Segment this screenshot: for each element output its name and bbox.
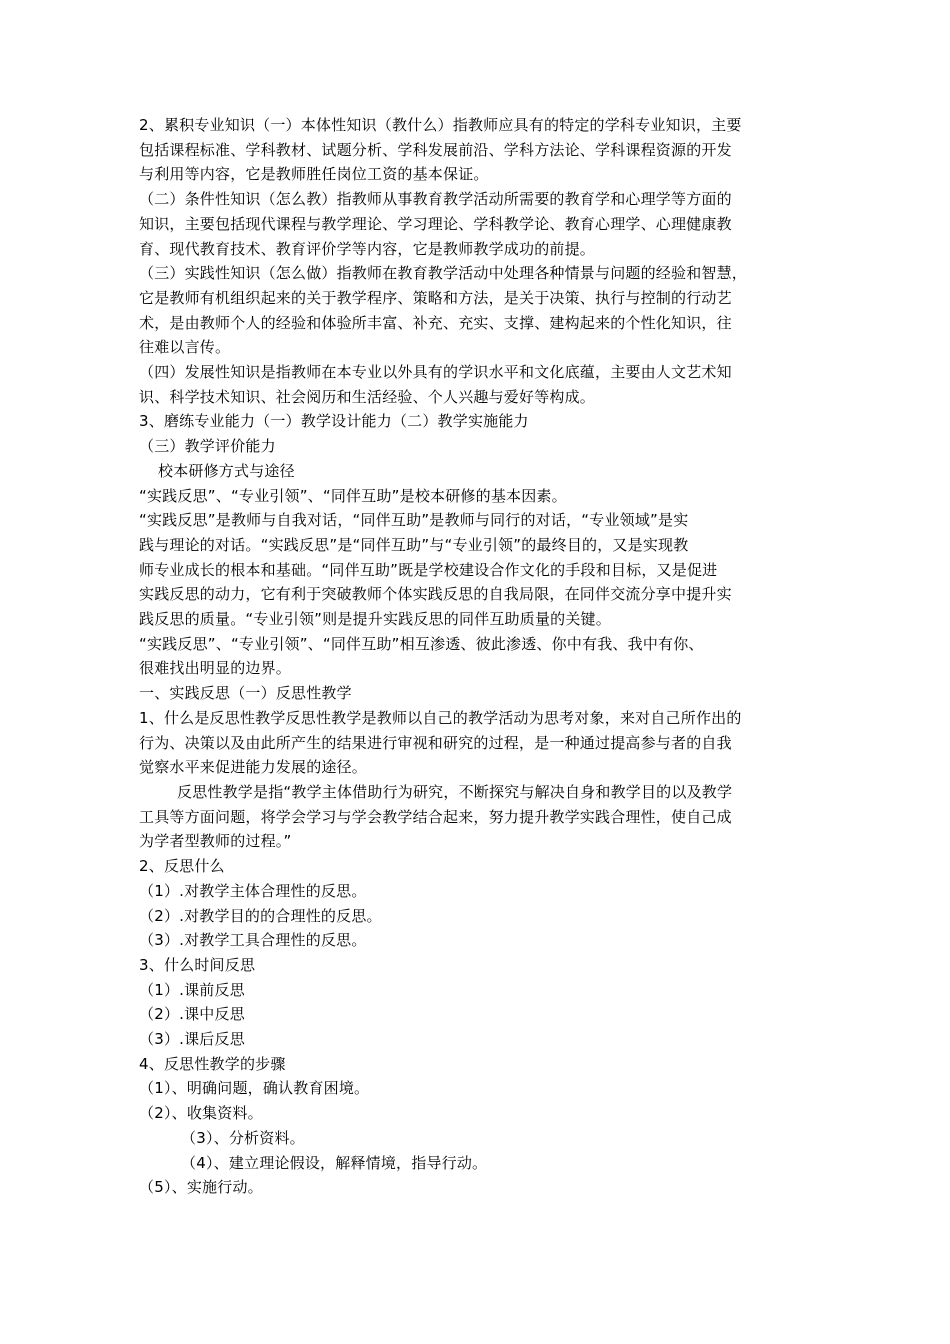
text-line: 3、什么时间反思: [139, 955, 256, 974]
text-line: （三）教学评价能力: [139, 437, 276, 456]
text-line: （二）条件性知识（怎么教）指教师从事教育教学活动所需要的教育学和心理学等方面的: [139, 190, 732, 209]
text-line: 3、磨练专业能力（一）教学设计能力（二）教学实施能力: [139, 412, 529, 431]
text-line: （四）发展性知识是指教师在本专业以外具有的学识水平和文化底蕴，主要由人文艺术知: [139, 363, 732, 382]
section-heading: 校本研修方式与途径: [158, 461, 295, 480]
list-item: （1）.对教学主体合理性的反思。: [139, 881, 367, 900]
text-line: 实践反思的动力，它有利于突破教师个体实践反思的自我局限，在同伴交流分享中提升实: [139, 585, 732, 604]
list-item: （1）、明确问题，确认教育困境。: [139, 1079, 370, 1098]
text-line: 术，是由教师个人的经验和体验所丰富、补充、充实、支撑、建构起来的个性化知识，往: [139, 313, 732, 332]
text-line: 识、科学技术知识、社会阅历和生活经验、个人兴趣与爱好等构成。: [139, 387, 596, 406]
text-line: （三）实践性知识（怎么做）指教师在教育教学活动中处理各种情景与问题的经验和智慧，: [139, 264, 748, 283]
text-line: 很难找出明显的边界。: [139, 659, 292, 678]
text-line: “实践反思”、“专业引领”、“同伴互助”是校本研修的基本因素。: [139, 486, 567, 505]
text-line: “实践反思”、“专业引领”、“同伴互助”相互渗透、彼此渗透、你中有我、我中有你、: [139, 634, 704, 653]
text-line: 育、现代教育技术、教育评价学等内容，它是教师教学成功的前提。: [139, 239, 596, 258]
text-line: 师专业成长的根本和基础。“同伴互助”既是学校建设合作文化的手段和目标，又是促进: [139, 560, 718, 579]
text-line: 1、什么是反思性教学反思性教学是教师以自己的教学活动为思考对象，来对自己所作出的: [139, 708, 742, 727]
text-line: 它是教师有机组织起来的关于教学程序、策略和方法，是关于决策、执行与控制的行动艺: [139, 288, 732, 307]
list-item: （4）、建立理论假设，解释情境，指导行动。: [181, 1153, 488, 1172]
text-line: 反思性教学是指“教学主体借助行为研究，不断探究与解决自身和教学目的以及教学: [177, 782, 733, 801]
text-line: 践与理论的对话。“实践反思”是“同伴互助”与“专业引领”的最终目的，又是实现教: [139, 535, 689, 554]
text-line: 工具等方面问题，将学会学习与学会教学结合起来，努力提升教学实践合理性，使自己成: [139, 807, 732, 826]
list-item: （2）.对教学目的的合理性的反思。: [139, 906, 382, 925]
text-line: 包括课程标准、学科教材、试题分析、学科发展前沿、学科方法论、学科课程资源的开发: [139, 140, 732, 159]
text-line: 2、累积专业知识（一）本体性知识（教什么）指教师应具有的特定的学科专业知识，主要: [139, 116, 742, 134]
list-item: （2）、收集资料。: [139, 1104, 263, 1123]
list-item: （5）、实施行动。: [139, 1178, 263, 1197]
list-item: （3）.课后反思: [139, 1030, 245, 1049]
text-line: 2、反思什么: [139, 857, 225, 876]
text-line: “实践反思”是教师与自我对话，“同伴互助”是教师与同行的对话，“专业领域”是实: [139, 511, 689, 530]
document-body: [139, 113, 839, 1200]
text-line: 往难以言传。: [139, 338, 231, 357]
text-line: 知识，主要包括现代课程与教学理论、学习理论、学科教学论、教育心理学、心理健康教: [139, 214, 732, 233]
text-line: 为学者型教师的过程。”: [139, 832, 292, 851]
text-line: 4、反思性教学的步骤: [139, 1054, 286, 1073]
list-item: （3）.对教学工具合理性的反思。: [139, 931, 367, 950]
text-line: 一、实践反思（一）反思性教学: [139, 684, 352, 703]
text-line: 觉察水平来促进能力发展的途径。: [139, 758, 368, 777]
list-item: （3）、分析资料。: [181, 1128, 305, 1147]
text-line: 与利用等内容，它是教师胜任岗位工资的基本保证。: [139, 165, 489, 184]
list-item: （1）.课前反思: [139, 980, 245, 999]
list-item: （2）.课中反思: [139, 1005, 245, 1024]
text-line: 践反思的质量。“专业引领”则是提升实践反思的同伴互助质量的关键。: [139, 610, 611, 629]
text-line: 行为、决策以及由此所产生的结果进行审视和研究的过程，是一种通过提高参与者的自我: [139, 733, 732, 752]
